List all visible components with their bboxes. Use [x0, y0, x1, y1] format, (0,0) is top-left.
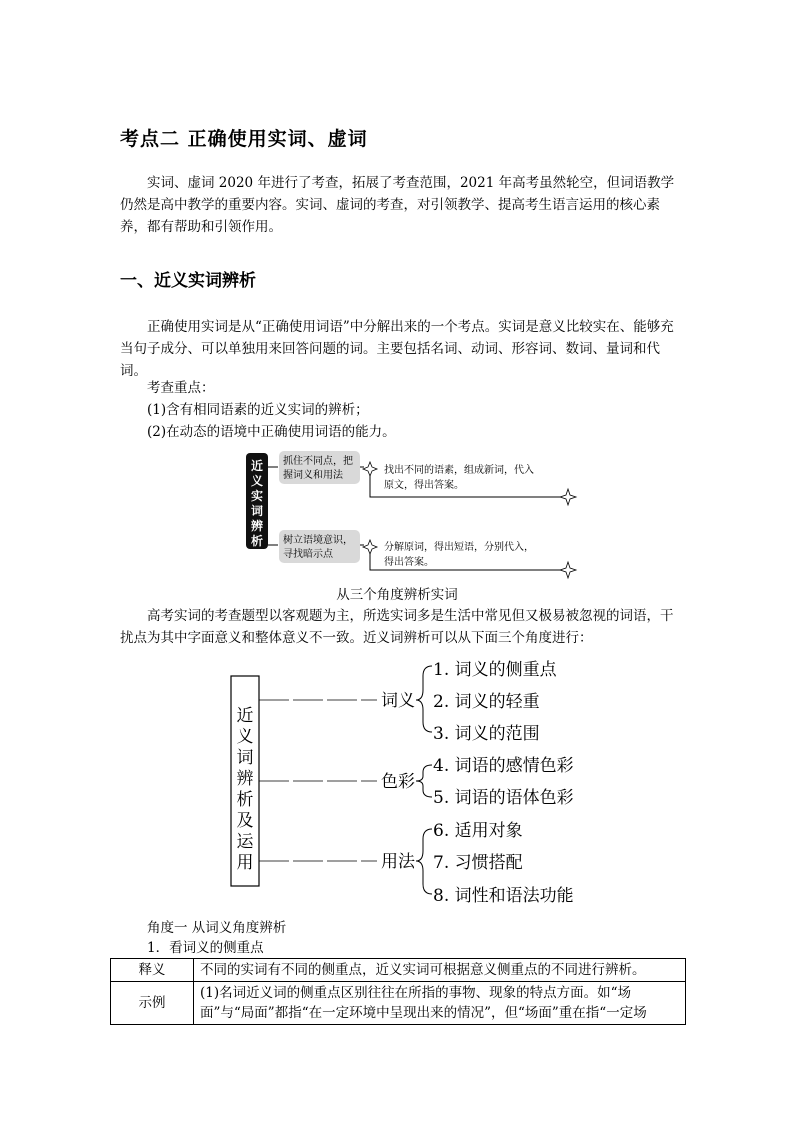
- page-title: 考点二 正确使用实词、虚词: [120, 128, 368, 150]
- note-text: 得出答案。: [384, 557, 434, 568]
- branch-item: 6. 适用对象: [433, 821, 523, 841]
- sub-heading: 1．看词义的侧重点: [147, 940, 264, 956]
- branch-item: 7. 习惯搭配: [433, 853, 523, 873]
- definition-table: [110, 958, 686, 1025]
- table-row: [111, 982, 686, 1025]
- branch-item: 2. 词义的轻重: [433, 692, 540, 712]
- intro-paragraph: 实词、虚词 2020 年进行了考查，拓展了考查范围，2021 年高考虽然轮空，但词语教学仍然是高中教学的重要内容。实词、虚词的考查，对引领教学、提高考生语言运用的核心素养，都有帮助和引领作用。: [120, 175, 675, 235]
- para-2: 高考实词的考查题型以客观题为主，所选实词多是生活中常见但又极易被忽视的词语，干扰点为其中字面意义和整体意义不一致。近义词辨析可以从下面三个角度进行：: [120, 608, 674, 646]
- angle-heading: 角度一 从词义角度辨析: [147, 920, 287, 936]
- section-paragraph: 正确使用实词是从“正确使用词语”中分解出来的一个考点。实词是意义比较实在、能够充当句子成分、可以单独用来回答问题的词。主要包括名词、动词、形容词、数词、量词和代词。: [120, 319, 674, 379]
- vertical-label-char: 近: [250, 459, 264, 473]
- diagram-caption: 从三个角度辨析实词: [336, 587, 458, 603]
- vertical-label-char: 义: [250, 474, 264, 488]
- focus-label: 考查重点：: [147, 380, 215, 396]
- vertical-label-char: 词: [250, 504, 264, 518]
- root-label-char: 及: [236, 811, 254, 831]
- box-text: 树立语境意识，: [283, 535, 353, 546]
- table-head-cell: 示例: [111, 982, 194, 1025]
- branch-item: 5. 词语的语体色彩: [433, 788, 574, 808]
- branch-label: 色彩: [381, 772, 415, 792]
- root-label-char: 词: [236, 748, 254, 768]
- box-text: 抓住不同点，把: [283, 456, 353, 467]
- table-cell: 不同的实词有不同的侧重点，近义实词可根据意义侧重点的不同进行辨析。: [194, 959, 686, 982]
- vertical-label-char: 析: [250, 534, 264, 548]
- root-label-char: 用: [236, 853, 254, 873]
- root-label-char: 义: [236, 727, 254, 747]
- box-text: 握词义和用法: [283, 470, 343, 481]
- focus-item: (1)含有相同语素的近义实词的辨析；: [147, 402, 369, 418]
- branch-item: 4. 词语的感情色彩: [433, 756, 574, 776]
- table-row: [111, 959, 686, 982]
- section-heading: 一、近义实词辨析: [120, 271, 256, 291]
- branch-item: 8. 词性和语法功能: [433, 886, 574, 906]
- vertical-label-char: 实: [250, 489, 264, 503]
- branch-label: 用法: [381, 852, 415, 872]
- table-cell: (1)名词近义词的侧重点区别往往在所指的事物、现象的特点方面。如“场面”与“局面”都指“在一定环境中呈现出来的情况”，但“场面”重在指“一定场: [194, 982, 686, 1025]
- root-label-char: 运: [236, 832, 254, 852]
- root-label-char: 辨: [236, 769, 254, 789]
- branch-item: 3. 词义的范围: [433, 724, 540, 744]
- root-label-char: 近: [236, 706, 254, 726]
- table-head-cell: 释义: [111, 959, 194, 982]
- box-text: 寻找暗示点: [283, 549, 333, 560]
- note-text: 分解原词，得出短语，分别代入，: [384, 542, 534, 553]
- note-text: 原文，得出答案。: [384, 480, 464, 491]
- focus-item: (2)在动态的语境中正确使用词语的能力。: [147, 424, 396, 440]
- branch-label: 词义: [381, 691, 415, 711]
- note-text: 找出不同的语素，组成新词，代入: [384, 465, 534, 476]
- root-label-char: 析: [236, 790, 254, 810]
- branch-item: 1. 词义的侧重点: [433, 660, 557, 680]
- vertical-label-char: 辨: [250, 519, 264, 533]
